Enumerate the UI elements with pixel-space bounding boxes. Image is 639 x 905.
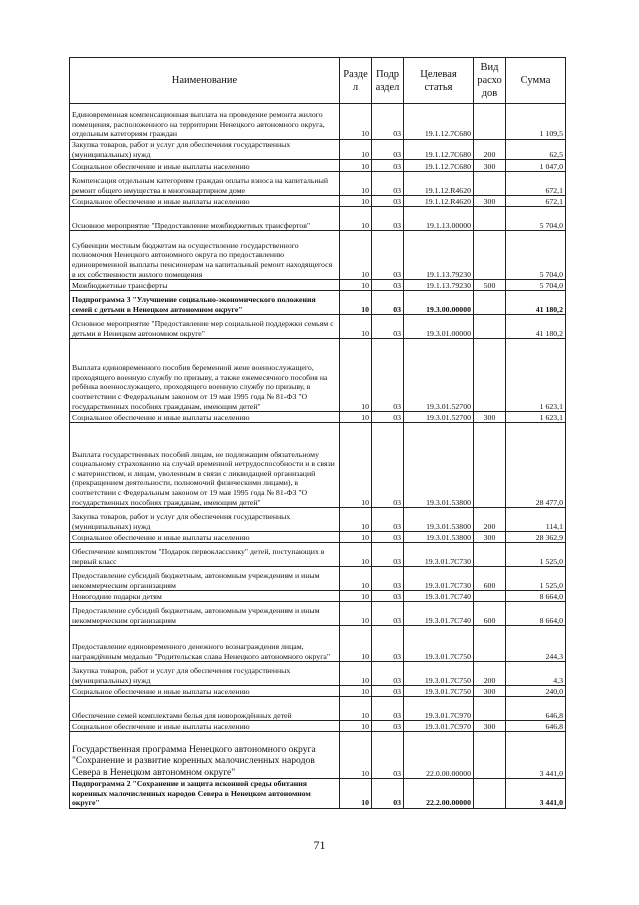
- cell-section: 10: [340, 315, 372, 339]
- table-row: [70, 231, 566, 280]
- cell-amount: 3 441,0: [506, 779, 566, 809]
- cell-amount: 5 704,0: [506, 231, 566, 280]
- cell-target: 19.3.01.7С970: [404, 697, 474, 721]
- cell-subsection: 03: [372, 602, 404, 626]
- cell-expense-type: [474, 231, 506, 280]
- cell-subsection: 03: [372, 231, 404, 280]
- cell-amount: 3 441,0: [506, 732, 566, 779]
- header-amount: Сумма: [506, 58, 566, 104]
- cell-expense-type: 200: [474, 140, 506, 160]
- cell-target: 19.3.01.53800: [404, 423, 474, 508]
- cell-expense-type: 300: [474, 686, 506, 697]
- cell-amount: 1 623,1: [506, 339, 566, 412]
- table-row: [70, 532, 566, 543]
- table-row: [70, 172, 566, 196]
- cell-expense-type: 500: [474, 280, 506, 291]
- cell-expense-type: [474, 732, 506, 779]
- cell-section: 10: [340, 339, 372, 412]
- cell-target: 19.3.01.52700: [404, 412, 474, 423]
- table-row: [70, 280, 566, 291]
- cell-name: Субвенции местным бюджетам на осуществление государственного полномочия Ненецкого автономного округа по предоставлению единовременной выплаты пенсионерам на капитальный ремонт находящегося в их собственности жилого помещения: [70, 231, 340, 280]
- cell-name: Социальное обеспечение и иные выплаты населению: [70, 686, 340, 697]
- cell-expense-type: 300: [474, 412, 506, 423]
- cell-subsection: 03: [372, 315, 404, 339]
- cell-expense-type: [474, 543, 506, 567]
- table-row: [70, 104, 566, 140]
- cell-subsection: 03: [372, 196, 404, 207]
- cell-name: Предоставление субсидий бюджетным, автономным учреждениям и иным некоммерческим организациям: [70, 567, 340, 591]
- cell-subsection: 03: [372, 423, 404, 508]
- table-row: [70, 508, 566, 532]
- cell-subsection: 03: [372, 207, 404, 231]
- cell-section: 10: [340, 172, 372, 196]
- cell-expense-type: [474, 779, 506, 809]
- cell-subsection: 03: [372, 697, 404, 721]
- cell-amount: 8 664,0: [506, 591, 566, 602]
- cell-target: 19.1.12.R4620: [404, 196, 474, 207]
- table-row: [70, 315, 566, 339]
- cell-name: Компенсация отдельным категориям граждан оплаты взноса на капитальный ремонт общего имущества в многоквартирном доме: [70, 172, 340, 196]
- cell-amount: 4,3: [506, 662, 566, 686]
- table-row: [70, 662, 566, 686]
- table-body: [70, 104, 566, 809]
- table-row: [70, 412, 566, 423]
- cell-expense-type: 300: [474, 532, 506, 543]
- table-row: [70, 626, 566, 662]
- cell-section: 10: [340, 732, 372, 779]
- cell-name: Социальное обеспечение и иные выплаты населению: [70, 532, 340, 543]
- cell-name: Новогодние подарки детям: [70, 591, 340, 602]
- cell-amount: 5 704,0: [506, 280, 566, 291]
- cell-subsection: 03: [372, 140, 404, 160]
- cell-subsection: 03: [372, 412, 404, 423]
- cell-section: 10: [340, 626, 372, 662]
- cell-target: 19.1.12.R4620: [404, 172, 474, 196]
- cell-section: 10: [340, 686, 372, 697]
- cell-amount: 62,5: [506, 140, 566, 160]
- cell-amount: 1 525,0: [506, 567, 566, 591]
- cell-amount: 1 525,0: [506, 543, 566, 567]
- table-row: [70, 207, 566, 231]
- cell-subsection: 03: [372, 104, 404, 140]
- budget-table: [69, 57, 566, 809]
- cell-target: 19.1.13.79230: [404, 280, 474, 291]
- table-row: [70, 732, 566, 779]
- cell-section: 10: [340, 207, 372, 231]
- cell-section: 10: [340, 721, 372, 732]
- cell-section: 10: [340, 140, 372, 160]
- cell-target: 19.3.01.7С730: [404, 543, 474, 567]
- table-row: [70, 686, 566, 697]
- cell-subsection: 03: [372, 280, 404, 291]
- table-row: [70, 160, 566, 172]
- cell-expense-type: [474, 626, 506, 662]
- cell-amount: 41 180,2: [506, 291, 566, 315]
- table-row: [70, 779, 566, 809]
- cell-amount: 1 623,1: [506, 412, 566, 423]
- cell-amount: 114,1: [506, 508, 566, 532]
- cell-target: 19.3.01.7С970: [404, 721, 474, 732]
- table-row: [70, 567, 566, 591]
- cell-name: Выплата государственных пособий лицам, не подлежащим обязательному социальному страхованию на случай временной нетрудоспособности и в связи с материнством, и лицам, уволенным в связи с ликвидацией организаций (прекращением деятельности, полномочий физическими лицами), в соответствии с Федеральным законом от 19 мая 1995 года № 81-ФЗ "О государственных пособиях гражданам, имеющим детей": [70, 423, 340, 508]
- cell-subsection: 03: [372, 686, 404, 697]
- cell-name: Межбюджетные трансферты: [70, 280, 340, 291]
- cell-expense-type: 300: [474, 160, 506, 172]
- cell-target: 22.0.00.00000: [404, 732, 474, 779]
- cell-expense-type: [474, 207, 506, 231]
- cell-subsection: 03: [372, 172, 404, 196]
- cell-section: 10: [340, 280, 372, 291]
- cell-expense-type: 200: [474, 508, 506, 532]
- header-expense-type: Вид расхо дов: [474, 58, 506, 104]
- cell-expense-type: [474, 291, 506, 315]
- cell-amount: 244,3: [506, 626, 566, 662]
- cell-expense-type: 200: [474, 662, 506, 686]
- cell-target: 22.2.00.00000: [404, 779, 474, 809]
- cell-amount: 8 664,0: [506, 602, 566, 626]
- cell-target: 19.3.00.00000: [404, 291, 474, 315]
- cell-name: Обеспечение комплектом "Подарок первокласснику" детей, поступающих в первый класс: [70, 543, 340, 567]
- cell-name: Социальное обеспечение и иные выплаты населению: [70, 160, 340, 172]
- cell-amount: 672,1: [506, 172, 566, 196]
- table-row: [70, 423, 566, 508]
- cell-name: Обеспечение семей комплектами белья для новорождённых детей: [70, 697, 340, 721]
- cell-name: Основное мероприятие "Предоставление межбюджетных трансфертов": [70, 207, 340, 231]
- cell-expense-type: 600: [474, 567, 506, 591]
- cell-amount: 28 477,0: [506, 423, 566, 508]
- cell-name: Закупка товаров, работ и услуг для обеспечения государственных (муниципальных) нужд: [70, 662, 340, 686]
- cell-name: Единовременная компенсационная выплата на проведение ремонта жилого помещения, расположенного на территории Ненецкого автономного округа, отдельным категориям граждан: [70, 104, 340, 140]
- cell-name: Закупка товаров, работ и услуг для обеспечения государственных (муниципальных) нужд: [70, 508, 340, 532]
- cell-name: Государственная программа Ненецкого автономного округа "Сохранение и развитие коренных малочисленных народов Севера в Ненецком автономном округе": [70, 732, 340, 779]
- cell-expense-type: [474, 423, 506, 508]
- cell-expense-type: [474, 697, 506, 721]
- cell-section: 10: [340, 779, 372, 809]
- cell-expense-type: [474, 172, 506, 196]
- cell-target: 19.3.01.7С750: [404, 662, 474, 686]
- cell-target: 19.3.01.53800: [404, 532, 474, 543]
- cell-target: 19.1.12.7С680: [404, 160, 474, 172]
- cell-amount: 5 704,0: [506, 207, 566, 231]
- table-row: [70, 339, 566, 412]
- cell-target: 19.3.01.7С740: [404, 602, 474, 626]
- cell-subsection: 03: [372, 532, 404, 543]
- cell-subsection: 03: [372, 626, 404, 662]
- cell-amount: 646,8: [506, 697, 566, 721]
- cell-expense-type: 300: [474, 196, 506, 207]
- cell-target: 19.1.13.00000: [404, 207, 474, 231]
- cell-expense-type: [474, 591, 506, 602]
- cell-target: 19.3.01.7С740: [404, 591, 474, 602]
- cell-subsection: 03: [372, 662, 404, 686]
- cell-expense-type: 300: [474, 721, 506, 732]
- cell-amount: 240,0: [506, 686, 566, 697]
- cell-name: Подпрограмма 2 "Сохранение и защита исконной среды обитания коренных малочисленных народов Севера в Ненецком автономном округе": [70, 779, 340, 809]
- table-header-row: [70, 58, 566, 104]
- cell-expense-type: [474, 315, 506, 339]
- table-row: [70, 697, 566, 721]
- cell-expense-type: [474, 104, 506, 140]
- cell-section: 10: [340, 291, 372, 315]
- cell-amount: 41 180,2: [506, 315, 566, 339]
- cell-name: Социальное обеспечение и иные выплаты населению: [70, 721, 340, 732]
- cell-subsection: 03: [372, 160, 404, 172]
- table-row: [70, 602, 566, 626]
- cell-amount: 28 362,9: [506, 532, 566, 543]
- cell-section: 10: [340, 591, 372, 602]
- table-row: [70, 291, 566, 315]
- cell-section: 10: [340, 412, 372, 423]
- cell-subsection: 03: [372, 779, 404, 809]
- cell-name: Выплата единовременного пособия беременной жене военнослужащего, проходящего военную службу по призыву, а также ежемесячного пособия на ребёнка военнослужащего, проходящего военную службу по призыву, в соответствии с Федеральным законом от 19 мая 1995 года № 81-ФЗ "О государственных пособиях гражданам, имеющим детей": [70, 339, 340, 412]
- cell-subsection: 03: [372, 591, 404, 602]
- cell-section: 10: [340, 231, 372, 280]
- cell-subsection: 03: [372, 508, 404, 532]
- cell-section: 10: [340, 567, 372, 591]
- cell-amount: 646,8: [506, 721, 566, 732]
- cell-name: Предоставление субсидий бюджетным, автономным учреждениям и иным некоммерческим организациям: [70, 602, 340, 626]
- header-subsection: Подр аздел: [372, 58, 404, 104]
- cell-subsection: 03: [372, 732, 404, 779]
- cell-section: 10: [340, 697, 372, 721]
- cell-name: Социальное обеспечение и иные выплаты населению: [70, 412, 340, 423]
- cell-expense-type: [474, 339, 506, 412]
- cell-section: 10: [340, 602, 372, 626]
- cell-section: 10: [340, 160, 372, 172]
- table-row: [70, 196, 566, 207]
- cell-name: Основное мероприятие "Предоставление мер социальной поддержки семьям с детьми в Ненецком автономном округе": [70, 315, 340, 339]
- cell-target: 19.3.01.7С730: [404, 567, 474, 591]
- cell-target: 19.1.13.79230: [404, 231, 474, 280]
- cell-subsection: 03: [372, 339, 404, 412]
- cell-name: Социальное обеспечение и иные выплаты населению: [70, 196, 340, 207]
- page-number: 71: [313, 838, 326, 852]
- cell-section: 10: [340, 543, 372, 567]
- cell-subsection: 03: [372, 567, 404, 591]
- table-row: [70, 721, 566, 732]
- cell-section: 10: [340, 196, 372, 207]
- cell-subsection: 03: [372, 721, 404, 732]
- cell-subsection: 03: [372, 543, 404, 567]
- cell-target: 19.1.12.7С680: [404, 140, 474, 160]
- cell-name: Закупка товаров, работ и услуг для обеспечения государственных (муниципальных) нужд: [70, 140, 340, 160]
- cell-amount: 672,1: [506, 196, 566, 207]
- cell-target: 19.3.01.53800: [404, 508, 474, 532]
- cell-target: 19.3.01.7С750: [404, 626, 474, 662]
- cell-section: 10: [340, 532, 372, 543]
- cell-name: Подпрограмма 3 "Улучшение социально-экономического положения семей с детьми в Ненецком автономном округе": [70, 291, 340, 315]
- cell-amount: 1 047,0: [506, 160, 566, 172]
- header-section: Разде л: [340, 58, 372, 104]
- cell-section: 10: [340, 662, 372, 686]
- cell-section: 10: [340, 508, 372, 532]
- cell-target: 19.3.01.52700: [404, 339, 474, 412]
- table-row: [70, 591, 566, 602]
- cell-amount: 1 109,5: [506, 104, 566, 140]
- header-name: Наименование: [70, 58, 340, 104]
- cell-target: 19.3.01.7С750: [404, 686, 474, 697]
- cell-expense-type: 600: [474, 602, 506, 626]
- cell-name: Предоставление единовременного денежного вознаграждения лицам, награждённым медалью "Родительская слава Ненецкого автономного округа": [70, 626, 340, 662]
- cell-target: 19.1.12.7С680: [404, 104, 474, 140]
- cell-subsection: 03: [372, 291, 404, 315]
- table-row: [70, 140, 566, 160]
- cell-target: 19.3.01.00000: [404, 315, 474, 339]
- table-row: [70, 543, 566, 567]
- header-target: Целевая статья: [404, 58, 474, 104]
- cell-section: 10: [340, 423, 372, 508]
- cell-section: 10: [340, 104, 372, 140]
